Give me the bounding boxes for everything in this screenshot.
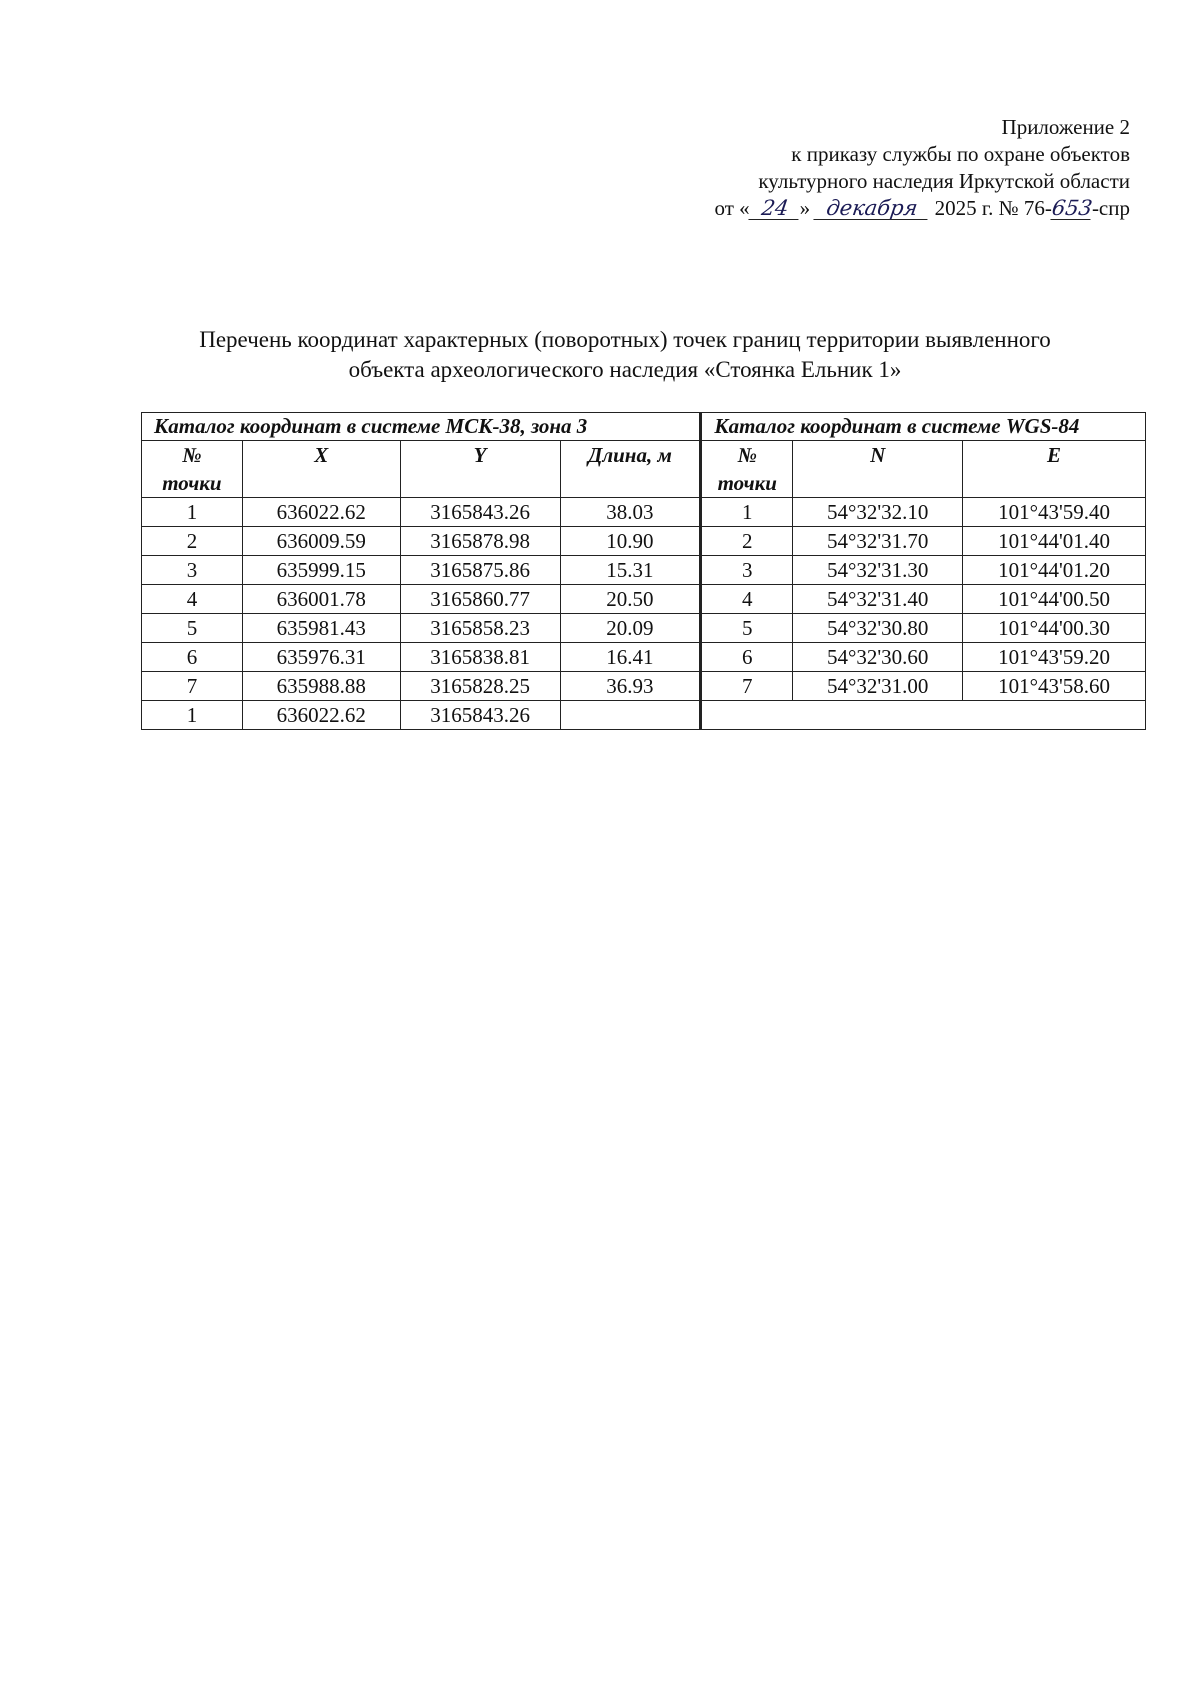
appendix-line-1: Приложение 2 bbox=[1001, 115, 1130, 139]
table-row bbox=[142, 614, 1146, 643]
wgs-n-cell: 54°32'30.80 bbox=[793, 614, 963, 643]
wgs-e-cell: 101°43'59.40 bbox=[963, 498, 1146, 527]
table-row bbox=[142, 498, 1146, 527]
wgs-n-cell: 54°32'30.60 bbox=[793, 643, 963, 672]
msk-y-cell: 3165858.23 bbox=[400, 614, 560, 643]
msk-y-cell: 3165843.26 bbox=[400, 701, 560, 730]
msk-length-cell: 20.50 bbox=[560, 585, 701, 614]
wgs-e-cell: 101°43'58.60 bbox=[963, 672, 1146, 701]
msk-x-cell: 635976.31 bbox=[242, 643, 400, 672]
wgs-col-point-line-1: № bbox=[737, 443, 757, 467]
msk-length-cell: 15.31 bbox=[560, 556, 701, 585]
appendix-line-3: культурного наследия Иркутской области bbox=[758, 169, 1130, 193]
msk-point-cell: 1 bbox=[142, 498, 243, 527]
msk-col-point-line-2: точки bbox=[162, 471, 222, 495]
wgs-point-cell: 4 bbox=[701, 585, 793, 614]
msk-x-cell: 636022.62 bbox=[242, 701, 400, 730]
wgs-e-cell: 101°44'01.40 bbox=[963, 527, 1146, 556]
msk-point-cell: 3 bbox=[142, 556, 243, 585]
msk-y-cell: 3165860.77 bbox=[400, 585, 560, 614]
table-row bbox=[142, 527, 1146, 556]
msk-point-cell: 5 bbox=[142, 614, 243, 643]
msk-col-point bbox=[142, 441, 243, 498]
column-header-row bbox=[142, 441, 1146, 498]
wgs-e-cell: 101°44'01.20 bbox=[963, 556, 1146, 585]
msk-x-cell: 635999.15 bbox=[242, 556, 400, 585]
wgs-e-cell: 101°44'00.30 bbox=[963, 614, 1146, 643]
document-title bbox=[120, 325, 1130, 385]
date-close-quote: » bbox=[799, 196, 811, 220]
msk-x-cell: 636001.78 bbox=[242, 585, 400, 614]
wgs-n-cell: 54°32'31.00 bbox=[793, 672, 963, 701]
order-suffix: -спр bbox=[1091, 196, 1130, 220]
wgs-col-e: E bbox=[963, 441, 1146, 498]
wgs-col-n: N bbox=[793, 441, 963, 498]
wgs-point-cell: 1 bbox=[701, 498, 793, 527]
msk-point-cell: 2 bbox=[142, 527, 243, 556]
msk-y-cell: 3165843.26 bbox=[400, 498, 560, 527]
msk-y-cell: 3165828.25 bbox=[400, 672, 560, 701]
appendix-date-line bbox=[715, 195, 1131, 222]
wgs-e-cell: 101°43'59.20 bbox=[963, 643, 1146, 672]
msk-length-cell: 10.90 bbox=[560, 527, 701, 556]
handwritten-month: декабря bbox=[814, 197, 931, 220]
appendix-line-2: к приказу службы по охране объектов bbox=[791, 142, 1130, 166]
table-row bbox=[142, 701, 1146, 730]
msk-point-cell: 7 bbox=[142, 672, 243, 701]
title-line-2: объекта археологического наследия «Стоянка Ельник 1» bbox=[348, 357, 902, 382]
msk-x-cell: 636009.59 bbox=[242, 527, 400, 556]
msk-y-cell: 3165878.98 bbox=[400, 527, 560, 556]
wgs-system-title: Каталог координат в системе WGS-84 bbox=[701, 413, 1146, 441]
msk-point-cell: 1 bbox=[142, 701, 243, 730]
msk-x-cell: 635981.43 bbox=[242, 614, 400, 643]
wgs-n-cell: 54°32'31.40 bbox=[793, 585, 963, 614]
wgs-point-cell: 6 bbox=[701, 643, 793, 672]
wgs-point-cell: 7 bbox=[701, 672, 793, 701]
appendix-header bbox=[715, 114, 1131, 222]
wgs-n-cell: 54°32'32.10 bbox=[793, 498, 963, 527]
msk-col-point-line-1: № bbox=[182, 443, 202, 467]
table-row bbox=[142, 672, 1146, 701]
table-row bbox=[142, 556, 1146, 585]
msk-y-cell: 3165838.81 bbox=[400, 643, 560, 672]
wgs-col-point bbox=[701, 441, 793, 498]
handwritten-day: 24 bbox=[748, 197, 801, 220]
wgs-n-cell: 54°32'31.30 bbox=[793, 556, 963, 585]
msk-x-cell: 636022.62 bbox=[242, 498, 400, 527]
msk-col-x: X bbox=[242, 441, 400, 498]
wgs-empty-cell bbox=[701, 701, 1146, 730]
date-year: 2025 г. № 76- bbox=[934, 196, 1052, 220]
table-row bbox=[142, 643, 1146, 672]
wgs-point-cell: 5 bbox=[701, 614, 793, 643]
coordinates-table bbox=[141, 412, 1146, 730]
wgs-n-cell: 54°32'31.70 bbox=[793, 527, 963, 556]
msk-length-cell: 38.03 bbox=[560, 498, 701, 527]
wgs-point-cell: 3 bbox=[701, 556, 793, 585]
wgs-e-cell: 101°44'00.50 bbox=[963, 585, 1146, 614]
wgs-col-point-line-2: точки bbox=[717, 471, 777, 495]
msk-x-cell: 635988.88 bbox=[242, 672, 400, 701]
msk-length-cell: 36.93 bbox=[560, 672, 701, 701]
system-title-row bbox=[142, 413, 1146, 441]
msk-point-cell: 6 bbox=[142, 643, 243, 672]
msk-length-cell: 16.41 bbox=[560, 643, 701, 672]
handwritten-order-number: 653 bbox=[1050, 196, 1094, 220]
msk-y-cell: 3165875.86 bbox=[400, 556, 560, 585]
msk-point-cell: 4 bbox=[142, 585, 243, 614]
msk-col-y: Y bbox=[400, 441, 560, 498]
msk-col-length: Длина, м bbox=[560, 441, 701, 498]
msk-system-title: Каталог координат в системе МСК-38, зона 3 bbox=[142, 413, 701, 441]
title-line-1: Перечень координат характерных (поворотных) точек границ территории выявленного bbox=[199, 327, 1051, 352]
table-row bbox=[142, 585, 1146, 614]
msk-length-cell: 20.09 bbox=[560, 614, 701, 643]
msk-length-cell bbox=[560, 701, 701, 730]
date-prefix: от « bbox=[714, 196, 750, 220]
wgs-point-cell: 2 bbox=[701, 527, 793, 556]
